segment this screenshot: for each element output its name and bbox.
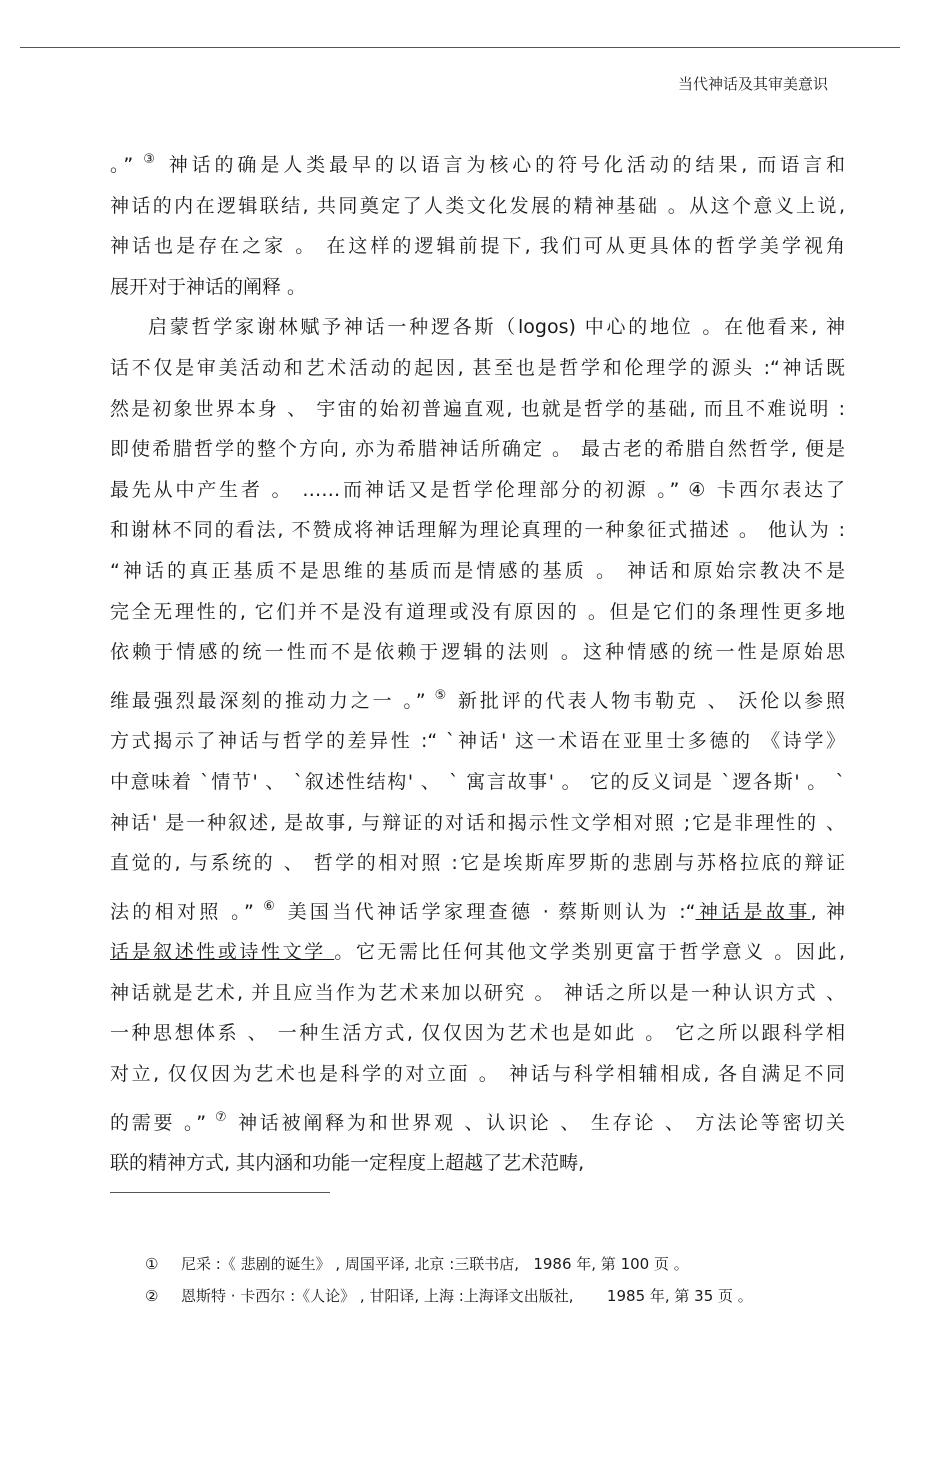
text-line: 的需要 。” ⑦ 神话被阐释为和世界观 、认识论 、 生存论 、 方法论等密切关 [110, 1109, 845, 1134]
text-line: 即使希腊哲学的整个方向, 亦为希腊神话所确定 。 最古老的希腊自然哲学, 便是 [110, 438, 845, 461]
text-line: 神话也是存在之家 。 在这样的逻辑前提下, 我们可从更具体的哲学美学视角 [110, 235, 845, 258]
text-line: 一种思想体系 、 一种生活方式, 仅仅因为艺术也是如此 。 它之所以跟科学相 [110, 1022, 845, 1045]
footnote [145, 1280, 845, 1312]
text-line: 对立, 仅仅因为艺术也是科学的对立面 。 神话与科学相辅相成, 各自满足不同 [110, 1063, 845, 1086]
running-header: 当代神话及其审美意识 [677, 75, 828, 93]
paragraph-start-line: 启蒙哲学家谢林赋予神话一种逻各斯（logos) 中心的地位 。在他看来, 神 [148, 316, 845, 339]
text-line: 和谢林不同的看法, 不赞成将神话理解为理论真理的一种象征式描述 。 他认为 : [110, 519, 845, 542]
footnote-ref: ③ [143, 152, 159, 167]
footnote-text: 恩斯特 · 卡西尔 :《人论》 , 甘阳译, 上海 :上海译文出版社, 1985 年, 第 35 页 。 [181, 1287, 753, 1305]
text-line: 联的精神方式, 其内涵和功能一定程度上超越了艺术范畴, [110, 1152, 585, 1175]
text-line: 法的相对照 。” ⑥ 美国当代神话学家理查德 · 蔡斯则认为 :“神话是故事, 神 [110, 898, 845, 923]
header-rule [20, 47, 900, 48]
underlined-text: 话是叙述性或诗性文学 [110, 941, 335, 964]
text-line: 完全无理性的, 它们并不是没有道理或没有原因的 。但是它们的条理性更多地 [110, 600, 845, 623]
text-line: 话不仅是审美活动和艺术活动的起因, 甚至也是哲学和伦理学的源头 :“神话既 [110, 356, 845, 379]
text-line: “神话的真正基质不是思维的基质而是情感的基质 。 神话和原始宗教决不是 [110, 559, 845, 582]
footnote-number: ① [145, 1255, 159, 1273]
footnote-ref: ⑤ [434, 687, 450, 703]
footnote-rule [110, 1192, 330, 1193]
text-line: 依赖于情感的统一性而不是依赖于逻辑的法则 。这种情感的统一性是原始思 [110, 641, 845, 664]
text-line: 展开对于神话的阐释 。 [110, 275, 307, 298]
footnote [145, 1248, 845, 1280]
text-line: 方式揭示了神话与哲学的差异性 :“ `神话' 这一术语在亚里士多德的 《诗学》 [110, 730, 845, 753]
footnote-ref: ⑥ [263, 898, 279, 914]
footnote-text: 尼采 :《 悲剧的诞生》 , 周国平译, 北京 :三联书店, 1986 年, 第 100 页 。 [181, 1255, 689, 1273]
underlined-text: 神话是故事 [695, 900, 811, 923]
body-text [110, 145, 845, 1184]
text-line: 维最强烈最深刻的推动力之一 。” ⑤ 新批评的代表人物韦勒克 、 沃伦以参照 [110, 687, 845, 712]
footnote-number: ② [145, 1287, 159, 1305]
text-line: 最先从中产生者 。 ……而神话又是哲学伦理部分的初源 。” ④ 卡西尔表达了 [110, 478, 845, 501]
footnote-ref: ⑦ [214, 1109, 230, 1125]
text-line: 然是初象世界本身 、 宇宙的始初普遍直观, 也就是哲学的基础, 而且不难说明 : [110, 397, 845, 420]
text-line: 神话就是艺术, 并且应当作为艺术来加以研究 。 神话之所以是一种认识方式 、 [110, 981, 845, 1004]
text-line: 话是叙述性或诗性文学 。它无需比任何其他文学类别更富于哲学意义 。因此, [110, 941, 845, 964]
text-line: 中意味着 `情节' 、 `叙述性结构' 、 ` 寓言故事' 。 它的反义词是 `逻各斯' 。 ` [110, 770, 845, 793]
text-line: 神话' 是一种叙述, 是故事, 与辩证的对话和揭示性文学相对照 ;它是非理性的 、 [110, 811, 845, 834]
text-line: 。” ③ 神话的确是人类最早的以语言为核心的符号化活动的结果, 而语言和 [110, 152, 845, 176]
footnotes [145, 1248, 845, 1312]
text-line: 神话的内在逻辑联结, 共同奠定了人类文化发展的精神基础 。从这个意义上说, [110, 194, 845, 217]
text-line: 直觉的, 与系统的 、 哲学的相对照 :它是埃斯库罗斯的悲剧与苏格拉底的辩证 [110, 852, 845, 875]
